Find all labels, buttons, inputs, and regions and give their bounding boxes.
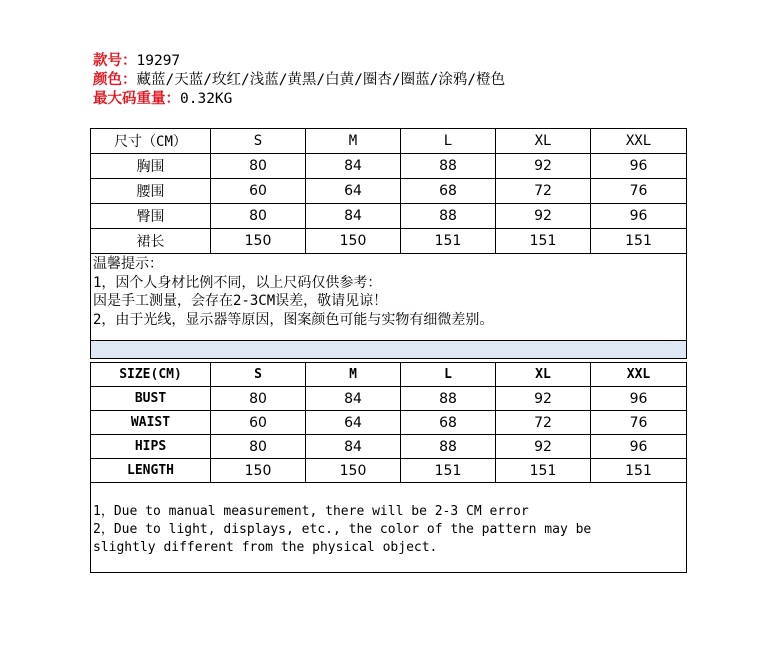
en-value-cell: 92 [496, 435, 591, 459]
en-row-label: BUST [91, 387, 211, 411]
cn-header-cell: M [306, 129, 401, 154]
cn-notes-cell [91, 254, 687, 341]
cn-row-label: 裙长 [91, 229, 211, 254]
en-value-cell: 88 [401, 435, 496, 459]
en-value-cell: 80 [211, 387, 306, 411]
en-value-cell: 92 [496, 387, 591, 411]
style-number-label: 款号： [93, 53, 137, 69]
size-table-english-body [91, 363, 687, 573]
en-row [91, 435, 687, 459]
style-number-line [93, 52, 505, 71]
en-value-cell: 96 [591, 387, 687, 411]
size-table-chinese [90, 128, 687, 359]
cn-value-cell: 72 [496, 179, 591, 204]
en-value-cell: 151 [401, 459, 496, 483]
en-value-cell: 68 [401, 411, 496, 435]
cn-value-cell: 80 [211, 154, 306, 179]
en-value-cell: 150 [306, 459, 401, 483]
en-header-cell: M [306, 363, 401, 387]
cn-header-cell: XXL [591, 129, 687, 154]
cn-value-cell: 96 [591, 154, 687, 179]
cn-value-cell: 96 [591, 204, 687, 229]
en-header-cell: XXL [591, 363, 687, 387]
cn-value-cell: 88 [401, 204, 496, 229]
size-table-chinese-body [91, 129, 687, 359]
en-row [91, 459, 687, 483]
en-value-cell: 96 [591, 435, 687, 459]
en-note-line: 1，Due to manual measurement, there will be 2-3 CM error [93, 504, 529, 519]
cn-header-row [91, 129, 687, 154]
cn-header-cell: XL [496, 129, 591, 154]
cn-row [91, 179, 687, 204]
en-value-cell: 76 [591, 411, 687, 435]
en-value-cell: 150 [211, 459, 306, 483]
cn-header-cell: L [401, 129, 496, 154]
en-row [91, 387, 687, 411]
cn-value-cell: 76 [591, 179, 687, 204]
en-value-cell: 60 [211, 411, 306, 435]
en-notes-cell [91, 483, 687, 573]
cn-value-cell: 150 [211, 229, 306, 254]
en-row-label: LENGTH [91, 459, 211, 483]
cn-note-line: 1，因个人身材比例不同，以上尺码仅供参考： [93, 274, 382, 291]
cn-row [91, 204, 687, 229]
en-row-label: HIPS [91, 435, 211, 459]
cn-notes-row [91, 254, 687, 341]
en-header-row [91, 363, 687, 387]
cn-value-cell: 151 [401, 229, 496, 254]
cn-value-cell: 92 [496, 204, 591, 229]
cn-note-line: 2，由于光线，显示器等原因，图案颜色可能与实物有细微差别。 [93, 311, 494, 328]
divider-band-row [91, 341, 687, 359]
en-header-cell: SIZE(CM) [91, 363, 211, 387]
product-header [93, 52, 505, 109]
color-label: 颜色： [93, 72, 137, 88]
cn-value-cell: 92 [496, 154, 591, 179]
cn-value-cell: 84 [306, 204, 401, 229]
weight-label: 最大码重量： [93, 91, 180, 107]
en-row [91, 411, 687, 435]
en-header-cell: L [401, 363, 496, 387]
cn-value-cell: 64 [306, 179, 401, 204]
size-table-english [90, 362, 687, 573]
cn-note-line: 温馨提示： [93, 256, 163, 272]
en-value-cell: 151 [591, 459, 687, 483]
cn-header-cell: S [211, 129, 306, 154]
cn-value-cell: 68 [401, 179, 496, 204]
en-row-label: WAIST [91, 411, 211, 435]
divider-band [91, 341, 687, 359]
cn-value-cell: 80 [211, 204, 306, 229]
cn-value-cell: 60 [211, 179, 306, 204]
en-value-cell: 84 [306, 387, 401, 411]
weight-value: 0.32KG [180, 91, 233, 107]
cn-row-label: 腰围 [91, 179, 211, 204]
en-value-cell: 64 [306, 411, 401, 435]
style-number-value: 19297 [136, 53, 181, 69]
cn-value-cell: 151 [496, 229, 591, 254]
cn-row-label: 胸围 [91, 154, 211, 179]
en-header-cell: XL [496, 363, 591, 387]
en-note-line: slightly different from the physical object. [93, 540, 438, 555]
en-note-line: 2，Due to light, displays, etc., the color of the pattern may be [93, 522, 592, 537]
en-notes-row [91, 483, 687, 573]
cn-value-cell: 150 [306, 229, 401, 254]
en-value-cell: 151 [496, 459, 591, 483]
cn-value-cell: 88 [401, 154, 496, 179]
en-value-cell: 72 [496, 411, 591, 435]
cn-note-line: 因是手工测量，会存在2-3CM误差，敬请见谅！ [93, 293, 388, 309]
cn-value-cell: 84 [306, 154, 401, 179]
cn-row [91, 154, 687, 179]
cn-row [91, 229, 687, 254]
en-value-cell: 84 [306, 435, 401, 459]
cn-value-cell: 151 [591, 229, 687, 254]
en-value-cell: 80 [211, 435, 306, 459]
cn-header-cell: 尺寸（CM） [91, 129, 211, 154]
weight-line [93, 90, 505, 109]
color-value: 藏蓝/天蓝/玫红/浅蓝/黄黑/白黄/圈杏/圈蓝/涂鸦/橙色 [136, 72, 506, 88]
en-value-cell: 88 [401, 387, 496, 411]
en-header-cell: S [211, 363, 306, 387]
color-line [93, 71, 505, 90]
cn-row-label: 臀围 [91, 204, 211, 229]
